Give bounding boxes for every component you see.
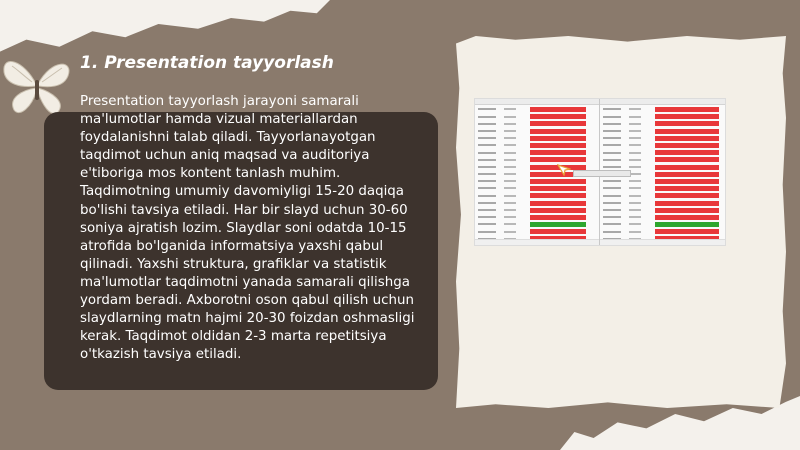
- table-row: [475, 113, 599, 120]
- row-bar: [530, 208, 586, 213]
- table-row: [600, 185, 725, 192]
- row-bar: [530, 186, 586, 191]
- row-value-placeholder: [504, 144, 516, 146]
- row-name-placeholder: [603, 152, 621, 154]
- table-row: [475, 192, 599, 199]
- row-value-placeholder: [629, 159, 641, 161]
- row-value-placeholder: [504, 116, 516, 118]
- pane-header: [600, 99, 725, 105]
- row-bar: [655, 129, 719, 134]
- row-bar: [655, 201, 719, 206]
- row-value-placeholder: [504, 187, 516, 189]
- table-row: [475, 142, 599, 149]
- row-value-placeholder: [504, 137, 516, 139]
- row-bar: [530, 143, 586, 148]
- cursor-arrow-icon: [557, 164, 571, 176]
- row-name-placeholder: [603, 166, 621, 168]
- row-name-placeholder: [478, 144, 496, 146]
- row-value-placeholder: [504, 245, 516, 246]
- row-name-placeholder: [478, 116, 496, 118]
- row-name-placeholder: [603, 137, 621, 139]
- row-name-placeholder: [603, 202, 621, 204]
- row-bar: [530, 229, 586, 234]
- row-value-placeholder: [629, 231, 641, 233]
- row-bar: [655, 157, 719, 162]
- row-name-placeholder: [478, 166, 496, 168]
- row-name-placeholder: [478, 209, 496, 211]
- row-name-placeholder: [603, 116, 621, 118]
- row-value-placeholder: [504, 195, 516, 197]
- row-value-placeholder: [629, 116, 641, 118]
- row-bar: [655, 193, 719, 198]
- row-value-placeholder: [629, 180, 641, 182]
- row-bar: [530, 201, 586, 206]
- row-value-placeholder: [629, 216, 641, 218]
- row-name-placeholder: [478, 137, 496, 139]
- row-bar: [530, 193, 586, 198]
- row-name-placeholder: [603, 144, 621, 146]
- row-name-placeholder: [603, 245, 621, 246]
- row-value-placeholder: [629, 137, 641, 139]
- table-row: [475, 128, 599, 135]
- slide-title: 1. Presentation tayyorlash: [80, 53, 334, 73]
- row-name-placeholder: [603, 223, 621, 225]
- row-bar: [655, 165, 719, 170]
- row-value-placeholder: [629, 245, 641, 246]
- row-bar: [655, 107, 719, 112]
- row-name-placeholder: [478, 180, 496, 182]
- row-value-placeholder: [504, 223, 516, 225]
- row-name-placeholder: [478, 216, 496, 218]
- row-name-placeholder: [478, 108, 496, 110]
- table-row: [600, 178, 725, 185]
- table-row: [600, 192, 725, 199]
- row-bar: [530, 136, 586, 141]
- row-value-placeholder: [629, 108, 641, 110]
- row-bar: [655, 172, 719, 177]
- row-bar: [530, 121, 586, 126]
- table-row: [600, 156, 725, 163]
- row-name-placeholder: [478, 187, 496, 189]
- row-bar: [530, 179, 586, 184]
- row-name-placeholder: [478, 152, 496, 154]
- table-row: [600, 106, 725, 113]
- row-name-placeholder: [478, 195, 496, 197]
- row-bar: [655, 222, 719, 227]
- row-bar: [655, 136, 719, 141]
- table-row: [475, 135, 599, 142]
- row-name-placeholder: [478, 231, 496, 233]
- row-value-placeholder: [629, 130, 641, 132]
- row-name-placeholder: [478, 245, 496, 246]
- row-bar: [655, 215, 719, 220]
- row-value-placeholder: [504, 180, 516, 182]
- row-value-placeholder: [629, 195, 641, 197]
- slide-body-text: Presentation tayyorlash jarayoni samarali ma'lumotlar hamda vizual materiallardan foydalanishni talab qiladi. Tayyorlanayotgan taqdimot uchun aniq maqsad va auditoriya e'tiboriga mos kontent tanlash muhim. Taqdimotning umumiy davomiyligi 15-20 daqiqa bo'lishi tavsiya etiladi. Har bir slayd uchun 30-60 soniya ajratish lozim. Slaydlar soni odatda 10-15 atrofida bo'lganida informatsiya yaxshi qabul qilinadi. Yaxshi struktura, grafiklar va statistik ma'lumotlar taqdimotni yanada samarali qilishga yordam beradi. Axborotni oson qabul qilish uchun slaydlarning matn hajmi 20-30 foizdan oshmasligi kerak. Taqdimot oldidan 2-3 marta repetitsiya o'tkazish tavsiya etiladi.: [80, 94, 415, 363]
- torn-paper-top-left: [0, 0, 330, 60]
- row-name-placeholder: [603, 195, 621, 197]
- table-row: [600, 149, 725, 156]
- row-name-placeholder: [603, 180, 621, 182]
- row-bar: [655, 121, 719, 126]
- table-row: [475, 214, 599, 221]
- row-value-placeholder: [504, 152, 516, 154]
- row-bar: [655, 229, 719, 234]
- row-name-placeholder: [603, 231, 621, 233]
- table-row: [600, 128, 725, 135]
- pane-footer: [600, 239, 725, 245]
- table-row: [475, 178, 599, 185]
- row-name-placeholder: [478, 123, 496, 125]
- pane-footer: [475, 239, 599, 245]
- row-value-placeholder: [504, 166, 516, 168]
- row-name-placeholder: [478, 223, 496, 225]
- row-bar: [530, 107, 586, 112]
- row-name-placeholder: [603, 159, 621, 161]
- table-row: [475, 156, 599, 163]
- row-value-placeholder: [629, 202, 641, 204]
- row-bar: [530, 157, 586, 162]
- table-row: [475, 199, 599, 206]
- table-row: [600, 113, 725, 120]
- row-name-placeholder: [478, 173, 496, 175]
- row-value-placeholder: [629, 223, 641, 225]
- table-row: [475, 221, 599, 228]
- row-value-placeholder: [504, 216, 516, 218]
- row-name-placeholder: [478, 159, 496, 161]
- row-name-placeholder: [603, 209, 621, 211]
- table-row: [475, 207, 599, 214]
- table-row: [475, 120, 599, 127]
- row-value-placeholder: [504, 173, 516, 175]
- row-name-placeholder: [603, 130, 621, 132]
- row-bar: [530, 114, 586, 119]
- row-value-placeholder: [504, 209, 516, 211]
- table-row: [475, 149, 599, 156]
- table-row: [600, 228, 725, 235]
- row-bar: [655, 150, 719, 155]
- row-value-placeholder: [504, 231, 516, 233]
- row-bar: [530, 215, 586, 220]
- row-value-placeholder: [629, 187, 641, 189]
- table-row: [600, 142, 725, 149]
- row-bar: [655, 208, 719, 213]
- table-row: [600, 221, 725, 228]
- row-bar: [655, 186, 719, 191]
- row-value-placeholder: [504, 130, 516, 132]
- row-bar: [530, 129, 586, 134]
- table-row: [475, 106, 599, 113]
- row-value-placeholder: [629, 209, 641, 211]
- row-value-placeholder: [504, 159, 516, 161]
- pane-header: [475, 99, 599, 105]
- row-name-placeholder: [603, 123, 621, 125]
- table-row: [600, 135, 725, 142]
- table-row: [600, 207, 725, 214]
- row-name-placeholder: [478, 202, 496, 204]
- row-value-placeholder: [504, 202, 516, 204]
- row-value-placeholder: [504, 108, 516, 110]
- row-bar: [655, 114, 719, 119]
- row-value-placeholder: [629, 152, 641, 154]
- row-value-placeholder: [629, 166, 641, 168]
- table-row: [475, 185, 599, 192]
- row-bar: [530, 150, 586, 155]
- row-value-placeholder: [629, 144, 641, 146]
- row-bar: [655, 143, 719, 148]
- row-name-placeholder: [603, 216, 621, 218]
- row-name-placeholder: [478, 130, 496, 132]
- screenshot-tooltip: [573, 170, 631, 177]
- row-value-placeholder: [504, 123, 516, 125]
- table-row: [600, 214, 725, 221]
- table-row: [600, 120, 725, 127]
- row-bar: [530, 222, 586, 227]
- table-row: [475, 228, 599, 235]
- row-name-placeholder: [603, 108, 621, 110]
- row-value-placeholder: [629, 123, 641, 125]
- row-name-placeholder: [603, 187, 621, 189]
- table-row: [600, 199, 725, 206]
- row-bar: [655, 179, 719, 184]
